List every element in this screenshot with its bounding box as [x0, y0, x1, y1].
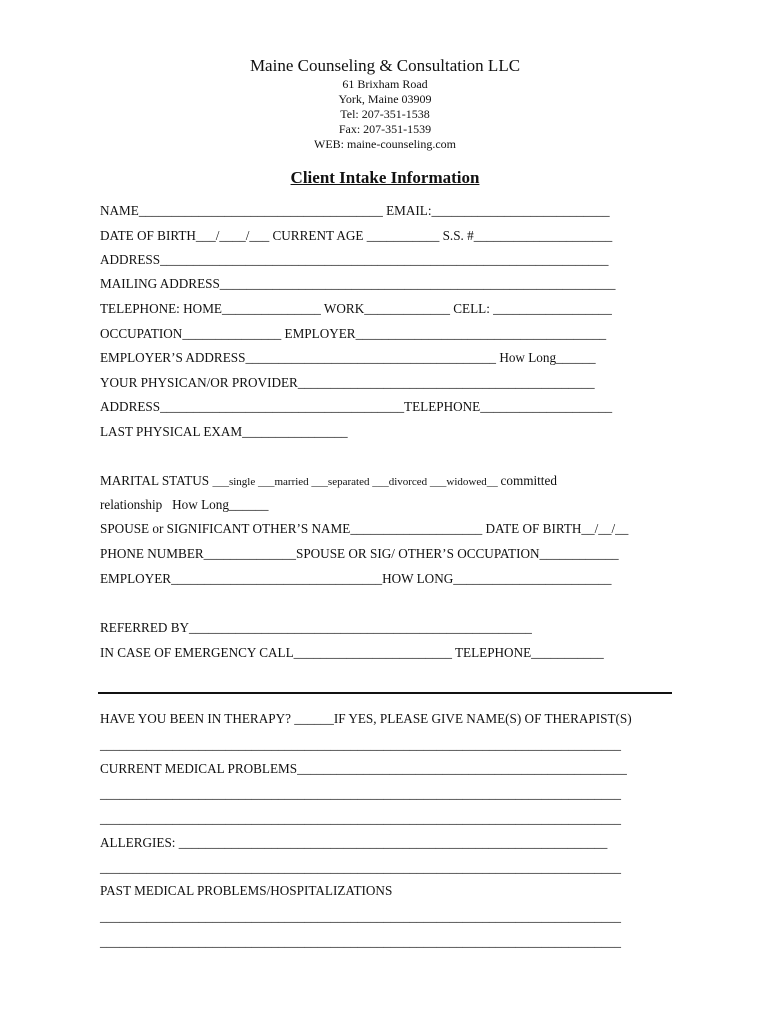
occupation-employer-field[interactable]: OCCUPATION_______________ EMPLOYER______________________________________: [100, 326, 607, 341]
org-tel: Tel: 207-351-1538: [340, 107, 430, 121]
emergency-contact-field[interactable]: IN CASE OF EMERGENCY CALL________________________ TELEPHONE___________: [100, 645, 604, 660]
referred-by-field[interactable]: REFERRED BY____________________________________________________: [100, 620, 532, 635]
phone-spouse-occupation-field[interactable]: PHONE NUMBER______________SPOUSE OR SIG/ OTHER’S OCCUPATION____________: [100, 546, 619, 561]
form-title: Client Intake Information: [290, 168, 480, 187]
blank-line[interactable]: _______________________________________________________________________________: [100, 909, 621, 924]
org-fax: Fax: 207-351-1539: [338, 122, 432, 136]
therapy-history-field[interactable]: HAVE YOU BEEN IN THERAPY? ______IF YES, PLEASE GIVE NAME(S) OF THERAPIST(S): [100, 711, 632, 726]
marital-status-options[interactable]: ___single ___married ___separated ___divorced ___widowed__: [212, 476, 501, 488]
section-divider: [98, 692, 672, 694]
org-city: York, Maine 03909: [338, 92, 432, 106]
address-field[interactable]: ADDRESS____________________________________________________________________: [100, 252, 609, 267]
dob-age-ssn-field[interactable]: DATE OF BIRTH___/____/___ CURRENT AGE ___________ S.S. #_____________________: [100, 228, 613, 243]
employer-address-field[interactable]: EMPLOYER’S ADDRESS______________________________________ How Long______: [100, 350, 596, 365]
allergies-field[interactable]: ALLERGIES: _________________________________________________________________: [100, 835, 608, 850]
physician-field[interactable]: YOUR PHYSICAN/OR PROVIDER_____________________________________________: [100, 375, 595, 390]
blank-line[interactable]: _______________________________________________________________________________: [100, 934, 621, 949]
physician-address-field[interactable]: ADDRESS_____________________________________TELEPHONE____________________: [100, 399, 613, 414]
name-email-field[interactable]: NAME_____________________________________ EMAIL:___________________________: [100, 203, 610, 218]
marital-committed-option[interactable]: committed: [500, 473, 557, 488]
current-medical-field[interactable]: CURRENT MEDICAL PROBLEMS__________________________________________________: [100, 761, 627, 776]
org-street: 61 Brixham Road: [342, 77, 428, 91]
blank-line[interactable]: _______________________________________________________________________________: [100, 786, 621, 801]
blank-line[interactable]: _______________________________________________________________________________: [100, 860, 621, 875]
mailing-address-field[interactable]: MAILING ADDRESS____________________________________________________________: [100, 276, 616, 291]
past-medical-label: PAST MEDICAL PROBLEMS/HOSPITALIZATIONS: [100, 883, 393, 898]
spouse-name-dob-field[interactable]: SPOUSE or SIGNIFICANT OTHER’S NAME____________________ DATE OF BIRTH__/__/__: [100, 521, 629, 536]
telephone-field[interactable]: TELEPHONE: HOME_______________ WORK_____________ CELL: __________________: [100, 301, 612, 316]
relationship-how-long-field[interactable]: relationship How Long______: [100, 497, 269, 512]
org-web: WEB: maine-counseling.com: [314, 137, 456, 151]
blank-line[interactable]: _______________________________________________________________________________: [100, 811, 621, 826]
marital-status-row[interactable]: [100, 473, 557, 489]
org-name: Maine Counseling & Consultation LLC: [249, 56, 521, 75]
last-physical-exam-field[interactable]: LAST PHYSICAL EXAM________________: [100, 424, 348, 439]
blank-line[interactable]: _______________________________________________________________________________: [100, 737, 621, 752]
marital-status-label: MARITAL STATUS: [100, 473, 213, 488]
spouse-employer-field[interactable]: EMPLOYER________________________________HOW LONG________________________: [100, 571, 612, 586]
